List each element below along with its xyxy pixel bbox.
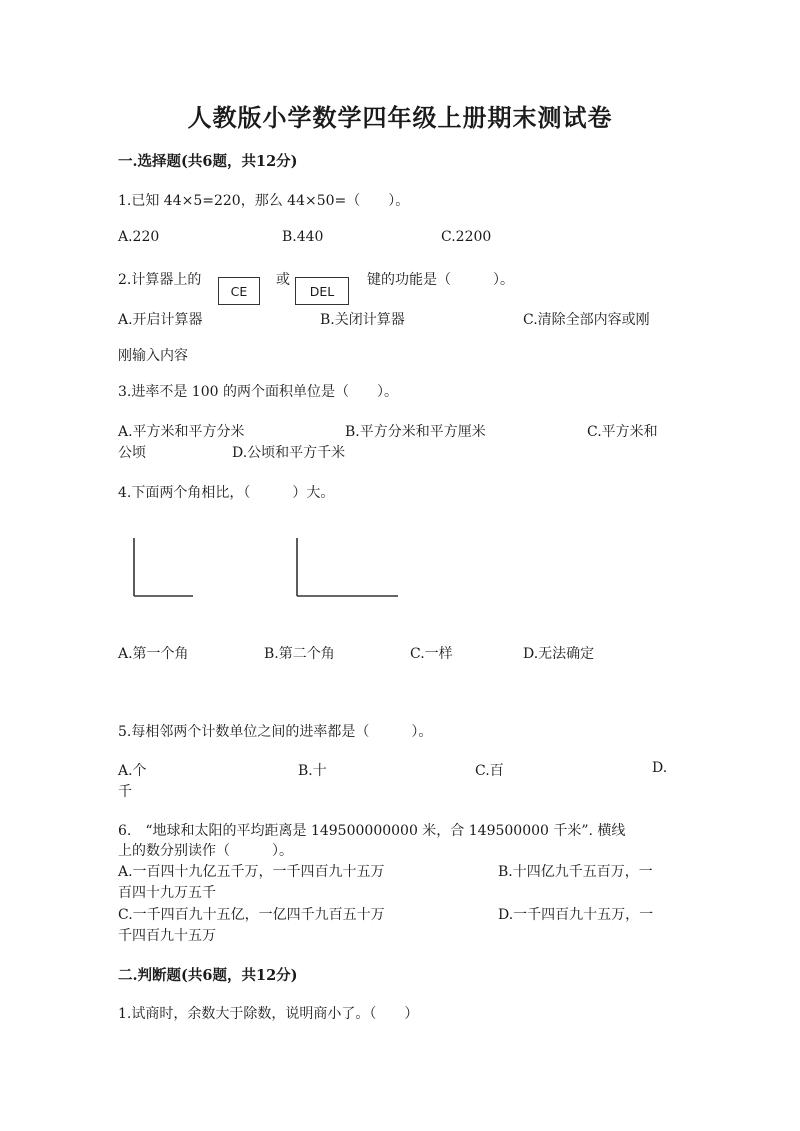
- q6-option-b-continued: 百四十九万五千: [118, 885, 216, 901]
- q3-option-a: A.平方米和平方分米: [118, 424, 245, 440]
- q6-option-a: A.一百四十九亿五千万，一千四百九十五万: [118, 864, 385, 880]
- q4-option-a: A.第一个角: [118, 646, 189, 662]
- question-2-or: 或: [276, 272, 290, 288]
- q5-option-d-continued: 千: [118, 784, 132, 800]
- first-angle: [134, 538, 193, 596]
- q1-option-b: B.440: [282, 229, 324, 245]
- q4-option-d: D.无法确定: [523, 646, 595, 662]
- q5-option-a: A.个: [118, 763, 147, 779]
- q5-option-b: B.十: [298, 763, 327, 779]
- question-5-text: 5.每相邻两个计数单位之间的进率都是（ ）。: [118, 724, 433, 740]
- question-3-text: 3.进率不是 100 的两个面积单位是（ ）。: [118, 384, 398, 400]
- q1-option-c: C.2200: [441, 229, 492, 245]
- question-6-line-2: 上的数分别读作（ ）。: [118, 843, 293, 859]
- ce-key: CE: [218, 277, 260, 305]
- q1-option-a: A.220: [118, 229, 160, 245]
- question-1-text: 1.已知 44×5=220，那么 44×50=（ ）。: [118, 193, 410, 209]
- page-title: 人教版小学数学四年级上册期末测试卷: [187, 103, 613, 132]
- second-angle: [297, 538, 398, 596]
- del-key: DEL: [295, 277, 349, 305]
- q4-option-b: B.第二个角: [264, 646, 335, 662]
- question-4-text: 4.下面两个角相比，（ ）大。: [118, 485, 335, 501]
- q3-option-d: D.公顷和平方千米: [232, 445, 346, 461]
- judgement-question-1-text: 1.试商时，余数大于除数，说明商小了。（ ）: [118, 1006, 419, 1022]
- q2-option-a: A.开启计算器: [118, 312, 203, 328]
- q6-option-d-continued: 千四百九十五万: [118, 928, 216, 944]
- q5-option-d: D.: [652, 760, 668, 776]
- section-1-header: 一.选择题(共6题，共12分): [118, 153, 298, 170]
- q6-option-d: D.一千四百九十五万，一: [498, 907, 654, 923]
- q3-option-c: C.平方米和: [587, 424, 658, 440]
- q6-option-c: C.一千四百九十五亿，一亿四千九百五十万: [118, 907, 385, 923]
- q2-option-c-continued: 刚输入内容: [118, 348, 188, 364]
- q5-option-c: C.百: [475, 763, 504, 779]
- q4-option-c: C.一样: [410, 646, 453, 662]
- q3-option-c-continued: 公顷: [118, 445, 146, 461]
- section-2-header: 二.判断题(共6题，共12分): [118, 967, 298, 984]
- question-2-prefix: 2.计算器上的: [118, 272, 202, 288]
- q3-option-b: B.平方分米和平方厘米: [345, 424, 486, 440]
- question-6-line-1: 6. “地球和太阳的平均距离是 149500000000 米，合 149500000 千米”. 横线: [118, 823, 626, 839]
- q2-option-c: C.清除全部内容或刚: [523, 312, 650, 328]
- q2-option-b: B.关闭计算器: [320, 312, 405, 328]
- question-2-suffix: 键的功能是（ ）。: [367, 272, 514, 288]
- q6-option-b: B.十四亿九千五百万，一: [498, 864, 653, 880]
